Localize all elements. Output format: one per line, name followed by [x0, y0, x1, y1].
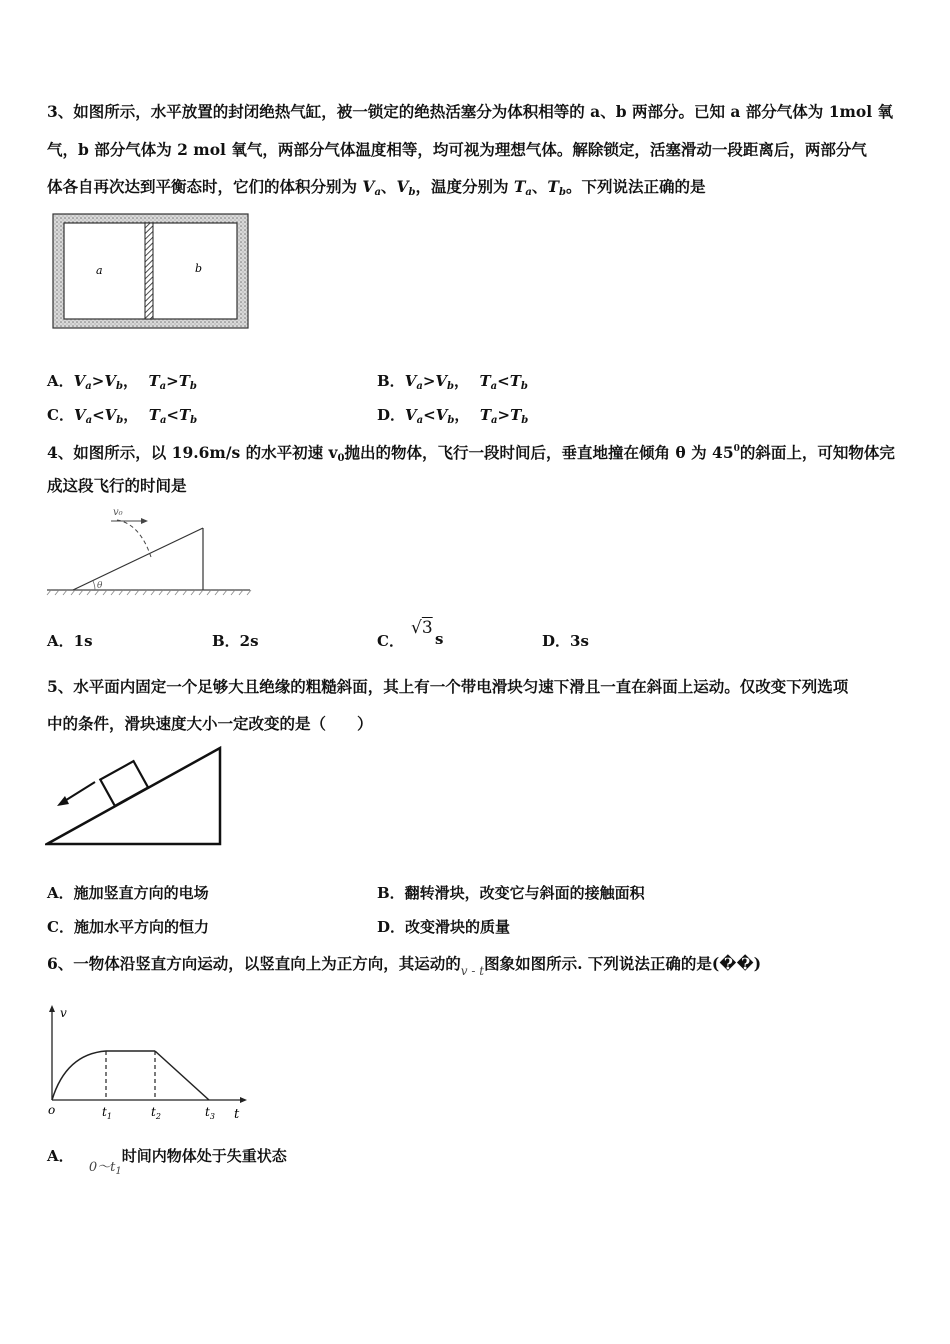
sqrt-symbol: √3: [411, 618, 433, 638]
t2-label: $t_2$: [151, 1105, 161, 1121]
q6-vt-graph: [44, 1004, 249, 1126]
v-label: v: [60, 1006, 67, 1020]
slide-arrow: [63, 782, 95, 802]
q5-option-a[interactable]: A．施加竖直方向的电场: [47, 884, 209, 902]
q6-option-a-range: $0\sim t_1$: [88, 1160, 122, 1177]
q4-incline-figure: [45, 502, 255, 602]
q3-option-b[interactable]: B．$V_a>V_b$， $T_a<T_b$: [377, 372, 528, 392]
q4-line2: 成这段飞行的时间是: [47, 476, 187, 495]
q5-option-c[interactable]: C．施加水平方向的恒力: [47, 918, 209, 936]
q5-line2: 中的条件，滑块速度大小一定改变的是（ ）: [47, 714, 373, 733]
q4-option-c-unit: s: [435, 630, 444, 648]
q6-line1: 6、一物体沿竖直方向运动，以竖直向上为正方向，其运动的$_{v - t}$图象如图所示. 下列说法正确的是(��): [47, 954, 762, 978]
t3-label: $t_3$: [205, 1105, 215, 1121]
q3-option-d[interactable]: D．$V_a<V_b$， $T_a>T_b$: [377, 406, 529, 426]
t1-label: $t_1$: [102, 1105, 112, 1121]
v-axis-arrow: [49, 1005, 55, 1012]
origin-label: o: [48, 1103, 56, 1117]
curve-fall: [155, 1051, 209, 1100]
q5-option-d[interactable]: D．改变滑块的质量: [377, 918, 511, 936]
q3-option-c[interactable]: C．$V_a<V_b$， $T_a<T_b$: [47, 406, 198, 426]
q3-option-a[interactable]: A．$V_a>V_b$， $T_a>T_b$: [47, 372, 197, 392]
theta-label: θ: [97, 581, 103, 591]
q3-line2: 气，b 部分气体为 2 mol 氧气，两部分气体温度相等，均可视为理想气体。解除锁定，活塞滑动一段距离后，两部分气: [47, 140, 867, 159]
label-b: b: [195, 262, 203, 275]
q5-line1: 5、水平面内固定一个足够大且绝缘的粗糙斜面，其上有一个带电滑块匀速下滑且一直在斜面上运动。仅改变下列选项: [47, 677, 849, 696]
label-a: a: [96, 264, 103, 277]
slider-block: [100, 761, 148, 806]
q6-option-a[interactable]: A． $0\sim t_1$时间内物体处于失重状态: [47, 1147, 287, 1177]
q3-line3: 体各自再次达到平衡态时，它们的体积分别为 $V_a$、$V_b$，温度分别为 $T_a$、$T_b$。下列说法正确的是: [47, 177, 706, 198]
v0-label: v₀: [113, 507, 123, 518]
incline-surface: [73, 528, 203, 590]
q4-line1: 4、如图所示，以 19.6m/s 的水平初速 $v_0$抛出的物体，飞行一段时间后，垂直地撞在倾角 θ 为 $45^0$的斜面上，可知物体完: [47, 443, 895, 464]
angle-arc: [93, 581, 95, 590]
q4-option-a[interactable]: A．1s: [47, 632, 93, 650]
piston: [145, 223, 153, 319]
q5-option-b[interactable]: B．翻转滑块，改变它与斜面的接触面积: [377, 884, 645, 902]
velocity-arrowhead: [141, 518, 148, 524]
q3-cylinder-figure: [52, 213, 250, 331]
q3-line1: 3、如图所示，水平放置的封闭绝热气缸，被一锁定的绝热活塞分为体积相等的 a、b 两部分。已知 a 部分气体为 1mol 氧: [47, 102, 894, 121]
ground-hatch: [47, 590, 251, 595]
t-label: t: [234, 1107, 240, 1122]
t-axis-arrow: [240, 1097, 247, 1103]
q4-option-c-letter: C．: [377, 632, 404, 650]
q4-option-b[interactable]: B．2s: [212, 632, 259, 650]
trajectory: [117, 520, 151, 557]
slide-arrowhead: [57, 796, 69, 806]
q5-slope-figure: [45, 744, 225, 850]
q4-option-d[interactable]: D．3s: [542, 632, 589, 650]
curve-rise: [52, 1051, 106, 1100]
